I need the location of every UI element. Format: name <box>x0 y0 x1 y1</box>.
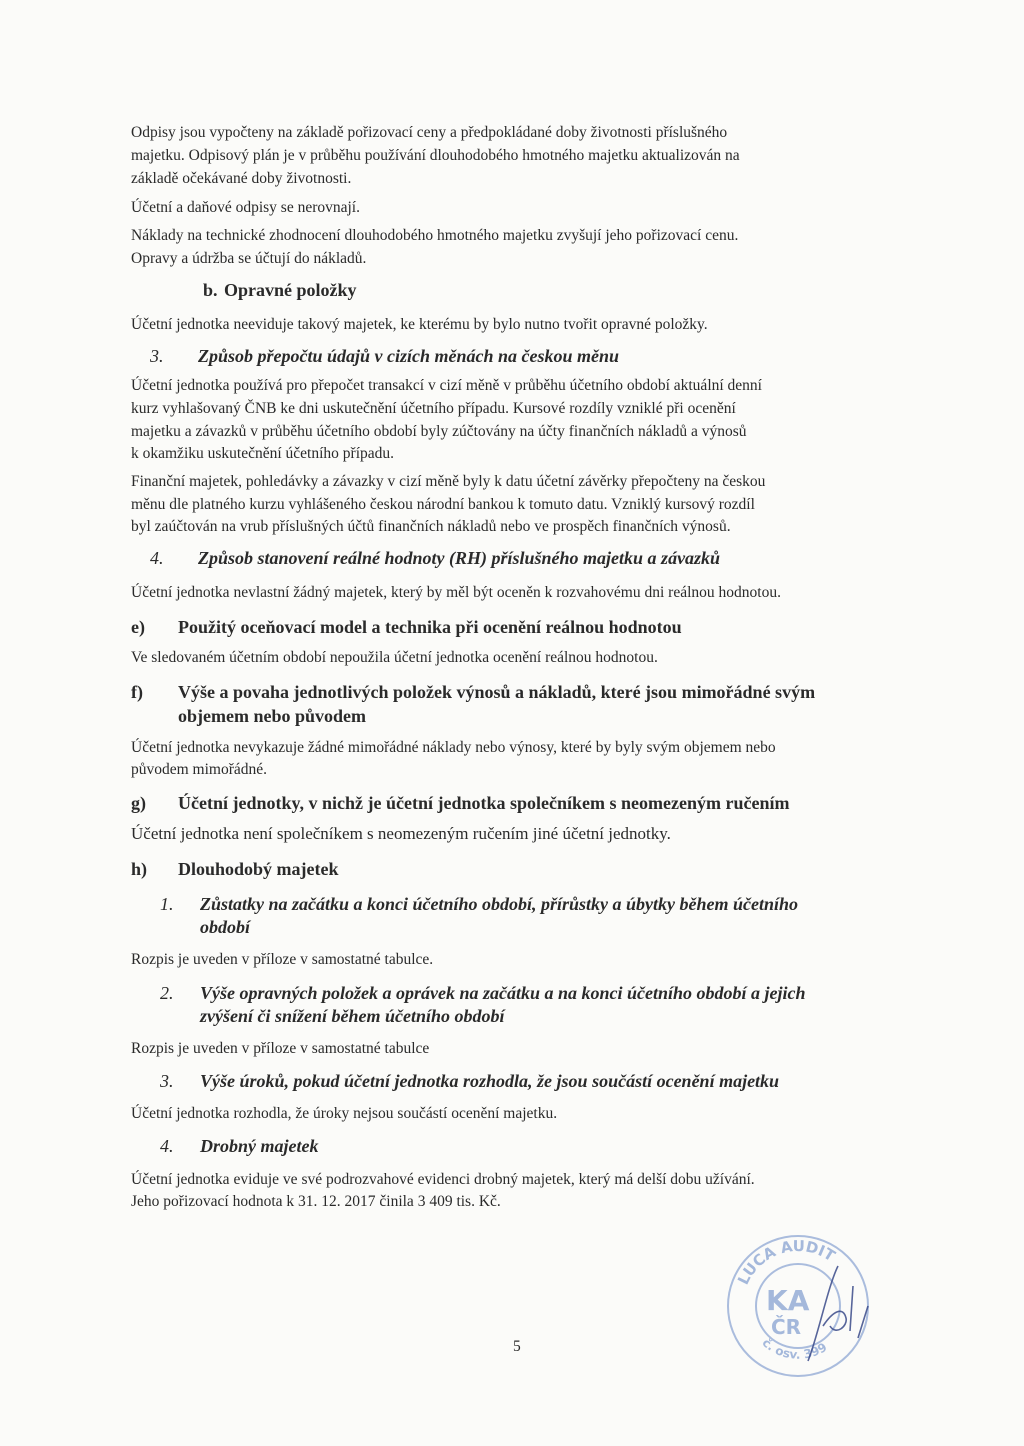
section-heading: období <box>200 917 251 937</box>
text-line: původem mimořádné. <box>131 761 268 778</box>
section-heading: Použitý oceňovací model a technika při ocenění reálnou hodnotou <box>178 617 682 637</box>
section-label: f) <box>131 682 143 702</box>
section-heading: Způsob stanovení reálné hodnoty (RH) příslušného majetku a závazků <box>198 548 721 568</box>
text-line: majetku a závazků v průběhu účetního období byly zúčtovány na účty finančních nákladů a výnosů <box>131 423 747 440</box>
section-heading: objemem nebo původem <box>178 706 366 726</box>
text-line: Účetní jednotka nevlastní žádný majetek, který by měl být oceněn k rozvahovému dni reálnou hodnotou. <box>131 584 781 601</box>
text-line: kurz vyhlašovaný ČNB ke dni uskutečnění účetního případu. Kursové rozdíly vzniklé při ocenění <box>131 400 736 417</box>
page-number: 5 <box>513 1338 521 1355</box>
section-label: h) <box>131 859 148 879</box>
section-heading: Způsob přepočtu údajů v cizích měnách na českou měnu <box>198 346 620 366</box>
text-line: měnu dle platného kurzu vyhlášeného českou národní bankou k tomuto datu. Vzniklý kursový rozdíl <box>131 496 755 513</box>
text-line: Náklady na technické zhodnocení dlouhodobého hmotného majetku zvyšují jeho pořizovací cenu. <box>131 227 739 244</box>
section-heading: Drobný majetek <box>200 1136 319 1156</box>
text-line: Rozpis je uveden v příloze v samostatné tabulce <box>131 1040 430 1057</box>
section-heading: Opravné položky <box>224 280 357 300</box>
text-line: Rozpis je uveden v příloze v samostatné tabulce. <box>131 951 434 968</box>
section-number: 3. <box>160 1071 174 1091</box>
svg-text:KA: KA <box>766 1284 810 1317</box>
section-number: 3. <box>150 346 164 366</box>
text-line: Účetní jednotka rozhodla, že úroky nejsou součástí ocenění majetku. <box>131 1105 558 1122</box>
section-heading: Zůstatky na začátku a konci účetního období, přírůstky a úbytky během účetního <box>200 894 799 914</box>
svg-text:č. osv. 399: č. osv. 399 <box>759 1335 830 1362</box>
section-heading: Výše opravných položek a oprávek na začátku a na konci účetního období a jejich <box>200 983 806 1003</box>
text-line: byl zaúčtován na vrub příslušných účtů finančních nákladů nebo ve prospěch finančních výnosů. <box>131 518 731 535</box>
section-number: 4. <box>150 548 164 568</box>
text-line: Účetní a daňové odpisy se nerovnají. <box>131 199 360 216</box>
section-label: g) <box>131 793 146 813</box>
text-line: majetku. Odpisový plán je v průběhu používání dlouhodobého hmotného majetku aktualizován na <box>131 147 740 164</box>
section-heading: Účetní jednotky, v nichž je účetní jednotka společníkem s neomezeným ručením <box>178 793 790 813</box>
section-heading: zvýšení či snížení během účetního období <box>200 1006 505 1026</box>
text-line: Odpisy jsou vypočteny na základě pořizovací ceny a předpokládané doby životnosti příslušného <box>131 124 728 141</box>
text-line: Účetní jednotka neeviduje takový majetek, ke kterému by bylo nutno tvořit opravné položky. <box>131 316 708 333</box>
section-number: 1. <box>160 894 174 914</box>
section-heading: Výše úroků, pokud účetní jednotka rozhodla, že jsou součástí ocenění majetku <box>200 1071 780 1091</box>
text-line: Účetní jednotka používá pro přepočet transakcí v cizí měně v průběhu účetního období aktuální denní <box>131 377 762 394</box>
section-label: b. <box>203 280 218 300</box>
text-line: Účetní jednotka nevykazuje žádné mimořádné náklady nebo výnosy, které by byly svým objemem nebo <box>131 739 776 756</box>
section-number: 2. <box>160 983 174 1003</box>
section-heading: Dlouhodobý majetek <box>178 859 339 879</box>
text-line: Účetní jednotka eviduje ve své podrozvahové evidenci drobný majetek, který má delší dobu užívání. <box>131 1171 755 1188</box>
text-line: Opravy a údržba se účtují do nákladů. <box>131 250 367 267</box>
text-line: Jeho pořizovací hodnota k 31. 12. 2017 činila 3 409 tis. Kč. <box>131 1193 501 1210</box>
svg-text:ČR: ČR <box>771 1315 802 1339</box>
auditor-stamp <box>718 1226 878 1386</box>
text-line: Účetní jednotka není společníkem s neomezeným ručením jiné účetní jednotky. <box>131 824 671 843</box>
section-heading: Výše a povaha jednotlivých položek výnosů a nákladů, které jsou mimořádné svým <box>178 682 816 702</box>
text-line: základě očekávané doby životnosti. <box>131 170 352 187</box>
text-line: Finanční majetek, pohledávky a závazky v cizí měně byly k datu účetní závěrky přepočteny na českou <box>131 473 766 490</box>
section-number: 4. <box>160 1136 174 1156</box>
section-label: e) <box>131 617 145 637</box>
svg-text:LUCA AUDIT: LUCA AUDIT <box>734 1236 839 1288</box>
text-line: k okamžiku uskutečnění účetního případu. <box>131 445 395 462</box>
text-line: Ve sledovaném účetním období nepoužila účetní jednotka ocenění reálnou hodnotou. <box>131 649 658 666</box>
